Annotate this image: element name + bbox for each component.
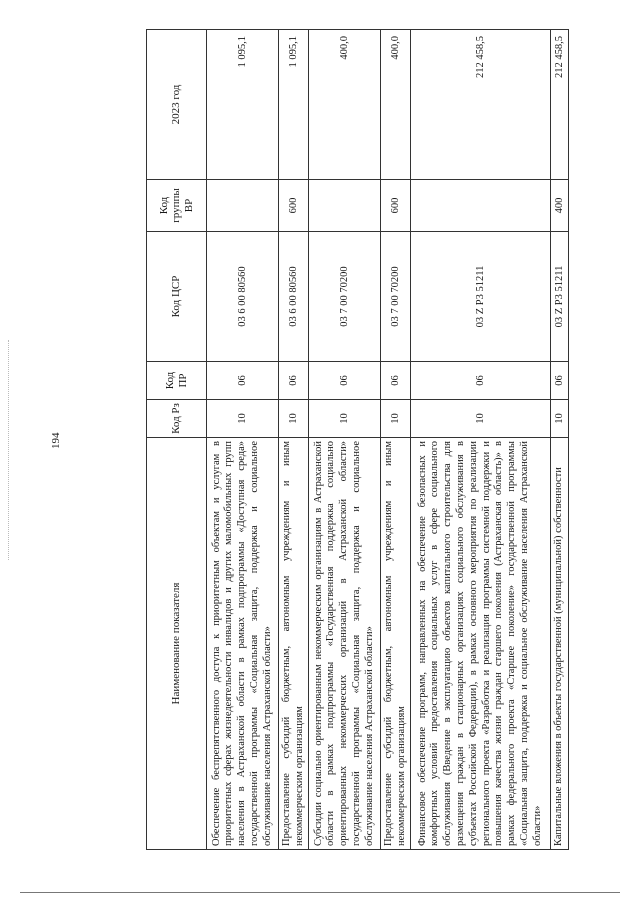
table-row <box>381 30 411 850</box>
row-pr: 06 <box>279 362 309 400</box>
row-csr: 03 7 00 70200 <box>381 232 411 362</box>
row-value: 212 458,5 <box>551 30 569 180</box>
row-pr: 06 <box>207 362 279 400</box>
row-rz: 10 <box>279 400 309 438</box>
row-name: Субсидии социально ориентированным некоммерческим организациям в Астраханской области в рамках подпрограммы «Государственная поддержка социально ориентированных некоммерческих организаций в Астраханской области» государственной программы «Социальная защита, поддержка и социальное обслуживание населения Астраханской области» <box>309 438 381 850</box>
row-value: 400,0 <box>309 30 381 180</box>
row-pr: 06 <box>411 362 551 400</box>
row-rz: 10 <box>411 400 551 438</box>
row-rz: 10 <box>381 400 411 438</box>
row-csr: 03 Z P3 51211 <box>551 232 569 362</box>
table-row <box>309 30 381 850</box>
row-csr: 03 Z P3 51211 <box>411 232 551 362</box>
row-pr: 06 <box>309 362 381 400</box>
row-vr: 400 <box>551 180 569 232</box>
page-number: 194 <box>50 432 62 449</box>
row-rz: 10 <box>309 400 381 438</box>
scan-margin-dots <box>8 340 10 560</box>
budget-table <box>146 29 569 850</box>
row-value: 212 458,5 <box>411 30 551 180</box>
row-name: Обеспечение беспрепятственного доступа к приоритетным объектам и услугам в приоритетных сферах жизнедеятельности инвалидов и других маломобильных групп населения в Астраханской области в рамках подпрограммы «Доступная среда» государственной программы «Социальная защита, поддержка и социальное обслуживание населения Астраханской области» <box>207 438 279 850</box>
page-bottom-rule <box>20 892 620 893</box>
row-value: 1 095,1 <box>279 30 309 180</box>
row-name: Капитальные вложения в объекты государственной (муниципальной) собственности <box>551 438 569 850</box>
row-csr: 03 7 00 70200 <box>309 232 381 362</box>
row-vr: 600 <box>279 180 309 232</box>
row-name: Предоставление субсидий бюджетным, автономным учреждениям и иным некоммерческим организациям <box>381 438 411 850</box>
header-name: Наименование показателя <box>147 438 207 850</box>
row-csr: 03 6 00 80560 <box>207 232 279 362</box>
table-header-row <box>147 30 207 850</box>
table-row <box>411 30 551 850</box>
header-rz: Код Рз <box>147 400 207 438</box>
row-rz: 10 <box>551 400 569 438</box>
rotated-table-container <box>146 30 565 850</box>
row-pr: 06 <box>551 362 569 400</box>
row-vr <box>411 180 551 232</box>
row-vr <box>309 180 381 232</box>
row-value: 400,0 <box>381 30 411 180</box>
row-vr <box>207 180 279 232</box>
table-row <box>279 30 309 850</box>
header-pr: Код ПР <box>147 362 207 400</box>
row-vr: 600 <box>381 180 411 232</box>
header-year: 2023 год <box>147 30 207 180</box>
header-vr: Код группы ВР <box>147 180 207 232</box>
table-row <box>207 30 279 850</box>
row-csr: 03 6 00 80560 <box>279 232 309 362</box>
row-name: Предоставление субсидий бюджетным, автономным учреждениям и иным некоммерческим организациям <box>279 438 309 850</box>
header-csr: Код ЦСР <box>147 232 207 362</box>
row-rz: 10 <box>207 400 279 438</box>
row-name: Финансовое обеспечение программ, направленных на обеспечение безопасных и комфортных условий предоставления социальных услуг в сфере социального обслуживания (Введение в эксплуатацию объектов капитального строительства для размещения граждан в стационарных организациях социального обслуживания в субъектах Российской Федерации), в рамках основного мероприятия по реализации регионального проекта «Разработка и реализация программы системной поддержки и повышения качества жизни граждан старшего поколения (Астраханская область)» в рамках федерального проекта «Старшее поколение» государственной программы «Социальная защита, поддержка и социальное обслуживание населения Астраханской области» <box>411 438 551 850</box>
table-row <box>551 30 569 850</box>
row-pr: 06 <box>381 362 411 400</box>
row-value: 1 095,1 <box>207 30 279 180</box>
